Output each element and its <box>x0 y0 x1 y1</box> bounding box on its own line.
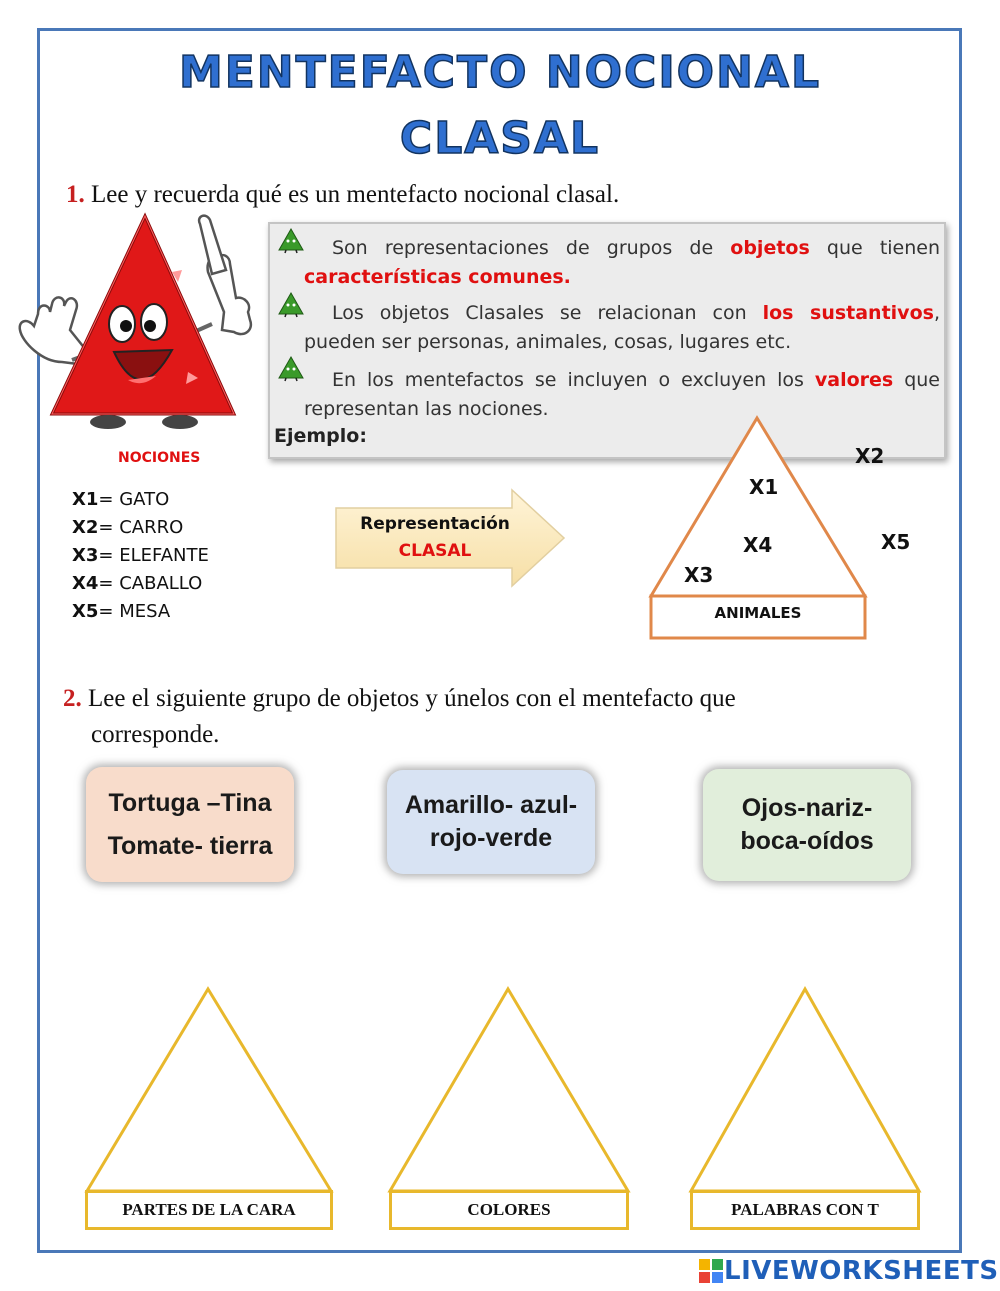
nocion-item <box>72 598 209 626</box>
liveworksheets-icon <box>698 1258 724 1284</box>
info-p1-highlight-objetos: objetos <box>730 237 810 259</box>
info-p3-highlight-valores: valores <box>814 369 894 391</box>
nocion-item <box>72 514 209 542</box>
info-paragraph-2 <box>304 299 940 357</box>
nociones-list <box>72 486 209 626</box>
question-1 <box>66 177 619 213</box>
card-line: Amarillo- azul- <box>404 791 578 819</box>
card-line: Ojos-nariz- <box>741 794 873 822</box>
target-base-1[interactable]: PARTES DE LA CARA <box>85 1190 333 1230</box>
nocion-key: X4 <box>72 573 99 594</box>
nocion-item <box>72 570 209 598</box>
nocion-value: MESA <box>119 601 171 622</box>
example-x2: X2 <box>855 444 885 468</box>
liveworksheets-logo <box>698 1256 999 1286</box>
target-triangle-2 <box>387 985 631 1195</box>
card-line: boca-oídos <box>740 827 874 855</box>
info-p2-highlight-sustantivos: los sustantivos <box>762 302 934 324</box>
nocion-key: X1 <box>72 489 99 510</box>
tree-triangle-icon <box>278 292 304 318</box>
card-line: Tomate- tierra <box>107 831 273 860</box>
nocion-key: X3 <box>72 545 99 566</box>
nocion-sep: = <box>98 601 120 622</box>
question-1-text: Lee y recuerda qué es un mentefacto nocional clasal. <box>91 181 620 208</box>
answer-card-1[interactable] <box>86 767 294 882</box>
question-2-text-line-2: corresponde. <box>91 721 220 748</box>
mascot-left-hand <box>20 297 86 364</box>
info-p3-text-a: En los mentefactos se incluyen o excluyen los <box>332 369 815 391</box>
nocion-item <box>72 542 209 570</box>
example-x1: X1 <box>749 475 779 499</box>
arrow-label-line-2: CLASAL <box>398 541 472 561</box>
nocion-sep: = <box>98 489 120 510</box>
nocion-value: GATO <box>119 489 170 510</box>
arrow-label-line-1: Representación <box>360 514 510 534</box>
example-x3: X3 <box>684 563 714 587</box>
nocion-value: CABALLO <box>119 573 203 594</box>
nocion-sep: = <box>98 573 120 594</box>
question-2-number: 2. <box>63 685 82 712</box>
nocion-value: CARRO <box>119 517 184 538</box>
target-triangle-1 <box>84 985 334 1195</box>
tree-triangle-icon <box>278 228 304 254</box>
info-p1-highlight-caracteristicas: características comunes. <box>304 266 571 288</box>
info-p2-text-a: Los objetos Clasales se relacionan con <box>332 302 763 324</box>
example-base-label: ANIMALES <box>714 604 802 622</box>
nocion-key: X5 <box>72 601 99 622</box>
mascot-right-hand <box>199 216 251 334</box>
card-line: rojo-verde <box>429 824 553 852</box>
nocion-key: X2 <box>72 517 99 538</box>
nocion-sep: = <box>98 545 120 566</box>
target-base-3[interactable]: PALABRAS CON T <box>690 1190 920 1230</box>
title-line-2: CLASAL <box>399 113 601 164</box>
representation-arrow <box>330 486 570 590</box>
example-x5: X5 <box>881 530 911 554</box>
triangle-mascot-image <box>12 212 268 440</box>
nocion-sep: = <box>98 517 120 538</box>
title-line-1: MENTEFACTO NOCIONAL <box>178 47 822 98</box>
question-1-number: 1. <box>66 181 85 208</box>
nocion-value: ELEFANTE <box>119 545 209 566</box>
logo-text: LIVEWORKSHEETS <box>724 1256 999 1286</box>
target-triangle-3 <box>688 985 922 1195</box>
info-p3-text-c: que representan las nociones. <box>304 369 940 420</box>
target-base-2[interactable]: COLORES <box>389 1190 629 1230</box>
example-x4: X4 <box>743 533 773 557</box>
nociones-title: NOCIONES <box>118 450 201 466</box>
answer-card-2[interactable] <box>387 770 595 874</box>
question-2 <box>63 681 736 717</box>
nocion-item <box>72 486 209 514</box>
answer-card-3[interactable] <box>703 769 911 881</box>
question-2-text: Lee el siguiente grupo de objetos y únelos con el mentefacto que <box>88 685 736 712</box>
example-label: Ejemplo: <box>274 425 367 447</box>
info-p1-text-a: Son representaciones de grupos de <box>332 237 731 259</box>
info-paragraph-1 <box>304 234 940 292</box>
info-p2-text-c: , pueden ser personas, animales, cosas, lugares etc. <box>304 302 940 353</box>
info-p1-text-c: que tienen <box>809 237 941 259</box>
card-line: Tortuga –Tina <box>108 788 272 817</box>
tree-triangle-icon <box>278 356 304 382</box>
